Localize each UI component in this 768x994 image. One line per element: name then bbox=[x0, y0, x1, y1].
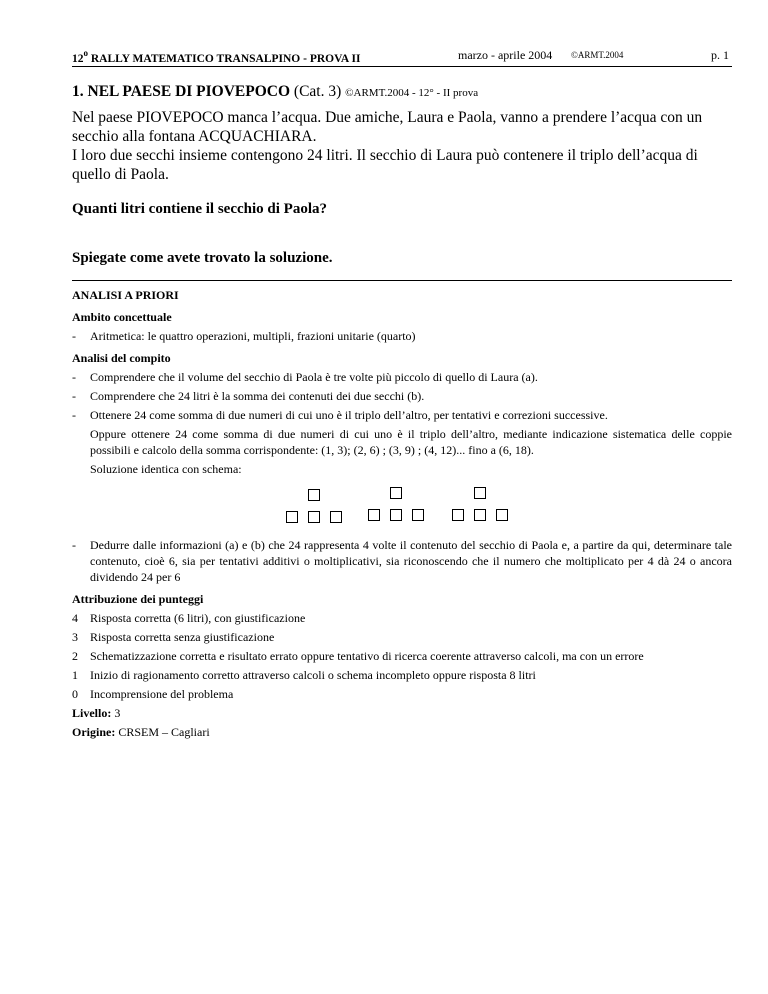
bucket-box bbox=[390, 487, 402, 499]
subsection-heading: Attribuzione dei punteggi bbox=[72, 592, 204, 606]
problem-title: 1. NEL PAESE DI PIOVEPOCO (Cat. 3) ©ARMT.2004 - 12° - II prova bbox=[72, 83, 479, 100]
bucket-box bbox=[286, 511, 298, 523]
section-divider bbox=[72, 280, 732, 281]
bucket-box bbox=[474, 487, 486, 499]
bucket-box bbox=[452, 509, 464, 521]
score-item: 1 Inizio di ragionamento corretto attraverso calcoli o schema incompleto oppure risposta 8 litri bbox=[72, 668, 536, 682]
score-item: 0 Incomprensione del problema bbox=[72, 687, 234, 701]
bucket-box bbox=[496, 509, 508, 521]
list-item: - Aritmetica: le quattro operazioni, multipli, frazioni unitarie (quarto) bbox=[72, 329, 416, 343]
score-item: 2 Schematizzazione corretta e risultato errato oppure tentativo di ricerca coerente attraverso calcoli, ma con un errore bbox=[72, 649, 644, 663]
header-copyright: ©ARMT.2004 bbox=[571, 50, 624, 60]
problem-statement bbox=[72, 108, 732, 184]
statement-paragraph: I loro due secchi insieme contengono 24 litri. Il secchio di Laura può contenere il triplo dell’acqua di quello di Paola. bbox=[72, 147, 698, 183]
bucket-box bbox=[390, 509, 402, 521]
section-heading: ANALISI A PRIORI bbox=[72, 288, 179, 302]
schema-label: Soluzione identica con schema: bbox=[90, 462, 242, 476]
origin-line: Origine: CRSEM – Cagliari bbox=[72, 725, 210, 739]
list-item: - Comprendere che il volume del secchio di Paola è tre volte più piccolo di quello di Laura (a). bbox=[72, 370, 538, 384]
question: Quanti litri contiene il secchio di Paola? bbox=[72, 201, 327, 217]
subsection-heading: Ambito concettuale bbox=[72, 310, 172, 324]
header-date: marzo - aprile 2004 bbox=[458, 48, 553, 62]
subsection-heading: Analisi del compito bbox=[72, 351, 171, 365]
bucket-box bbox=[412, 509, 424, 521]
bucket-box bbox=[368, 509, 380, 521]
rally-title: 12$^o$ RALLY MATEMATICO TRANSALPINO - PROVA II bbox=[72, 48, 361, 65]
bucket-box bbox=[308, 511, 320, 523]
header-divider bbox=[72, 66, 732, 67]
page-header bbox=[72, 46, 732, 66]
score-item: 3 Risposta corretta senza giustificazione bbox=[72, 630, 275, 644]
page-number: p. 1 bbox=[711, 48, 729, 62]
list-item: - Ottenere 24 come somma di due numeri di cui uno è il triplo dell’altro, per tentativi e correzioni successive. bbox=[72, 408, 608, 422]
bucket-box bbox=[474, 509, 486, 521]
list-item-continuation: Oppure ottenere 24 come somma di due numeri di cui uno è il triplo dell’altro, mediante indicazione sistematica delle coppie possibili e calcolo della somma corrispondente: (1, 3); (2, 6) ; (3, 9) ; (4, 12)... fino a (6, 18). bbox=[90, 427, 732, 457]
list-item: - Comprendere che 24 litri è la somma dei contenuti dei due secchi (b). bbox=[72, 389, 425, 403]
bucket-box bbox=[308, 489, 320, 501]
bucket-box bbox=[330, 511, 342, 523]
analysis-section bbox=[72, 287, 732, 740]
list-item: - Dedurre dalle informazioni (a) e (b) che 24 rappresenta 4 volte il contenuto del secchio di Paola e, a partire da qui, determinare tale contenuto, cioè 6, sia per tentativi additivi o moltiplicativi, sia riconoscendo che il numero che moltiplicato per 4 dà 24 o ancora dividendo 24 per 6 bbox=[72, 538, 732, 584]
question: Spiegate come avete trovato la soluzione. bbox=[72, 250, 333, 266]
score-item: 4 Risposta corretta (6 litri), con giustificazione bbox=[72, 611, 306, 625]
level-line: Livello: 3 bbox=[72, 706, 121, 720]
statement-paragraph: Nel paese PIOVEPOCO manca l’acqua. Due amiche, Laura e Paola, vanno a prendere l’acqua con un secchio alla fontana ACQUACHIARA. bbox=[72, 109, 703, 145]
solution-schema bbox=[72, 481, 732, 527]
